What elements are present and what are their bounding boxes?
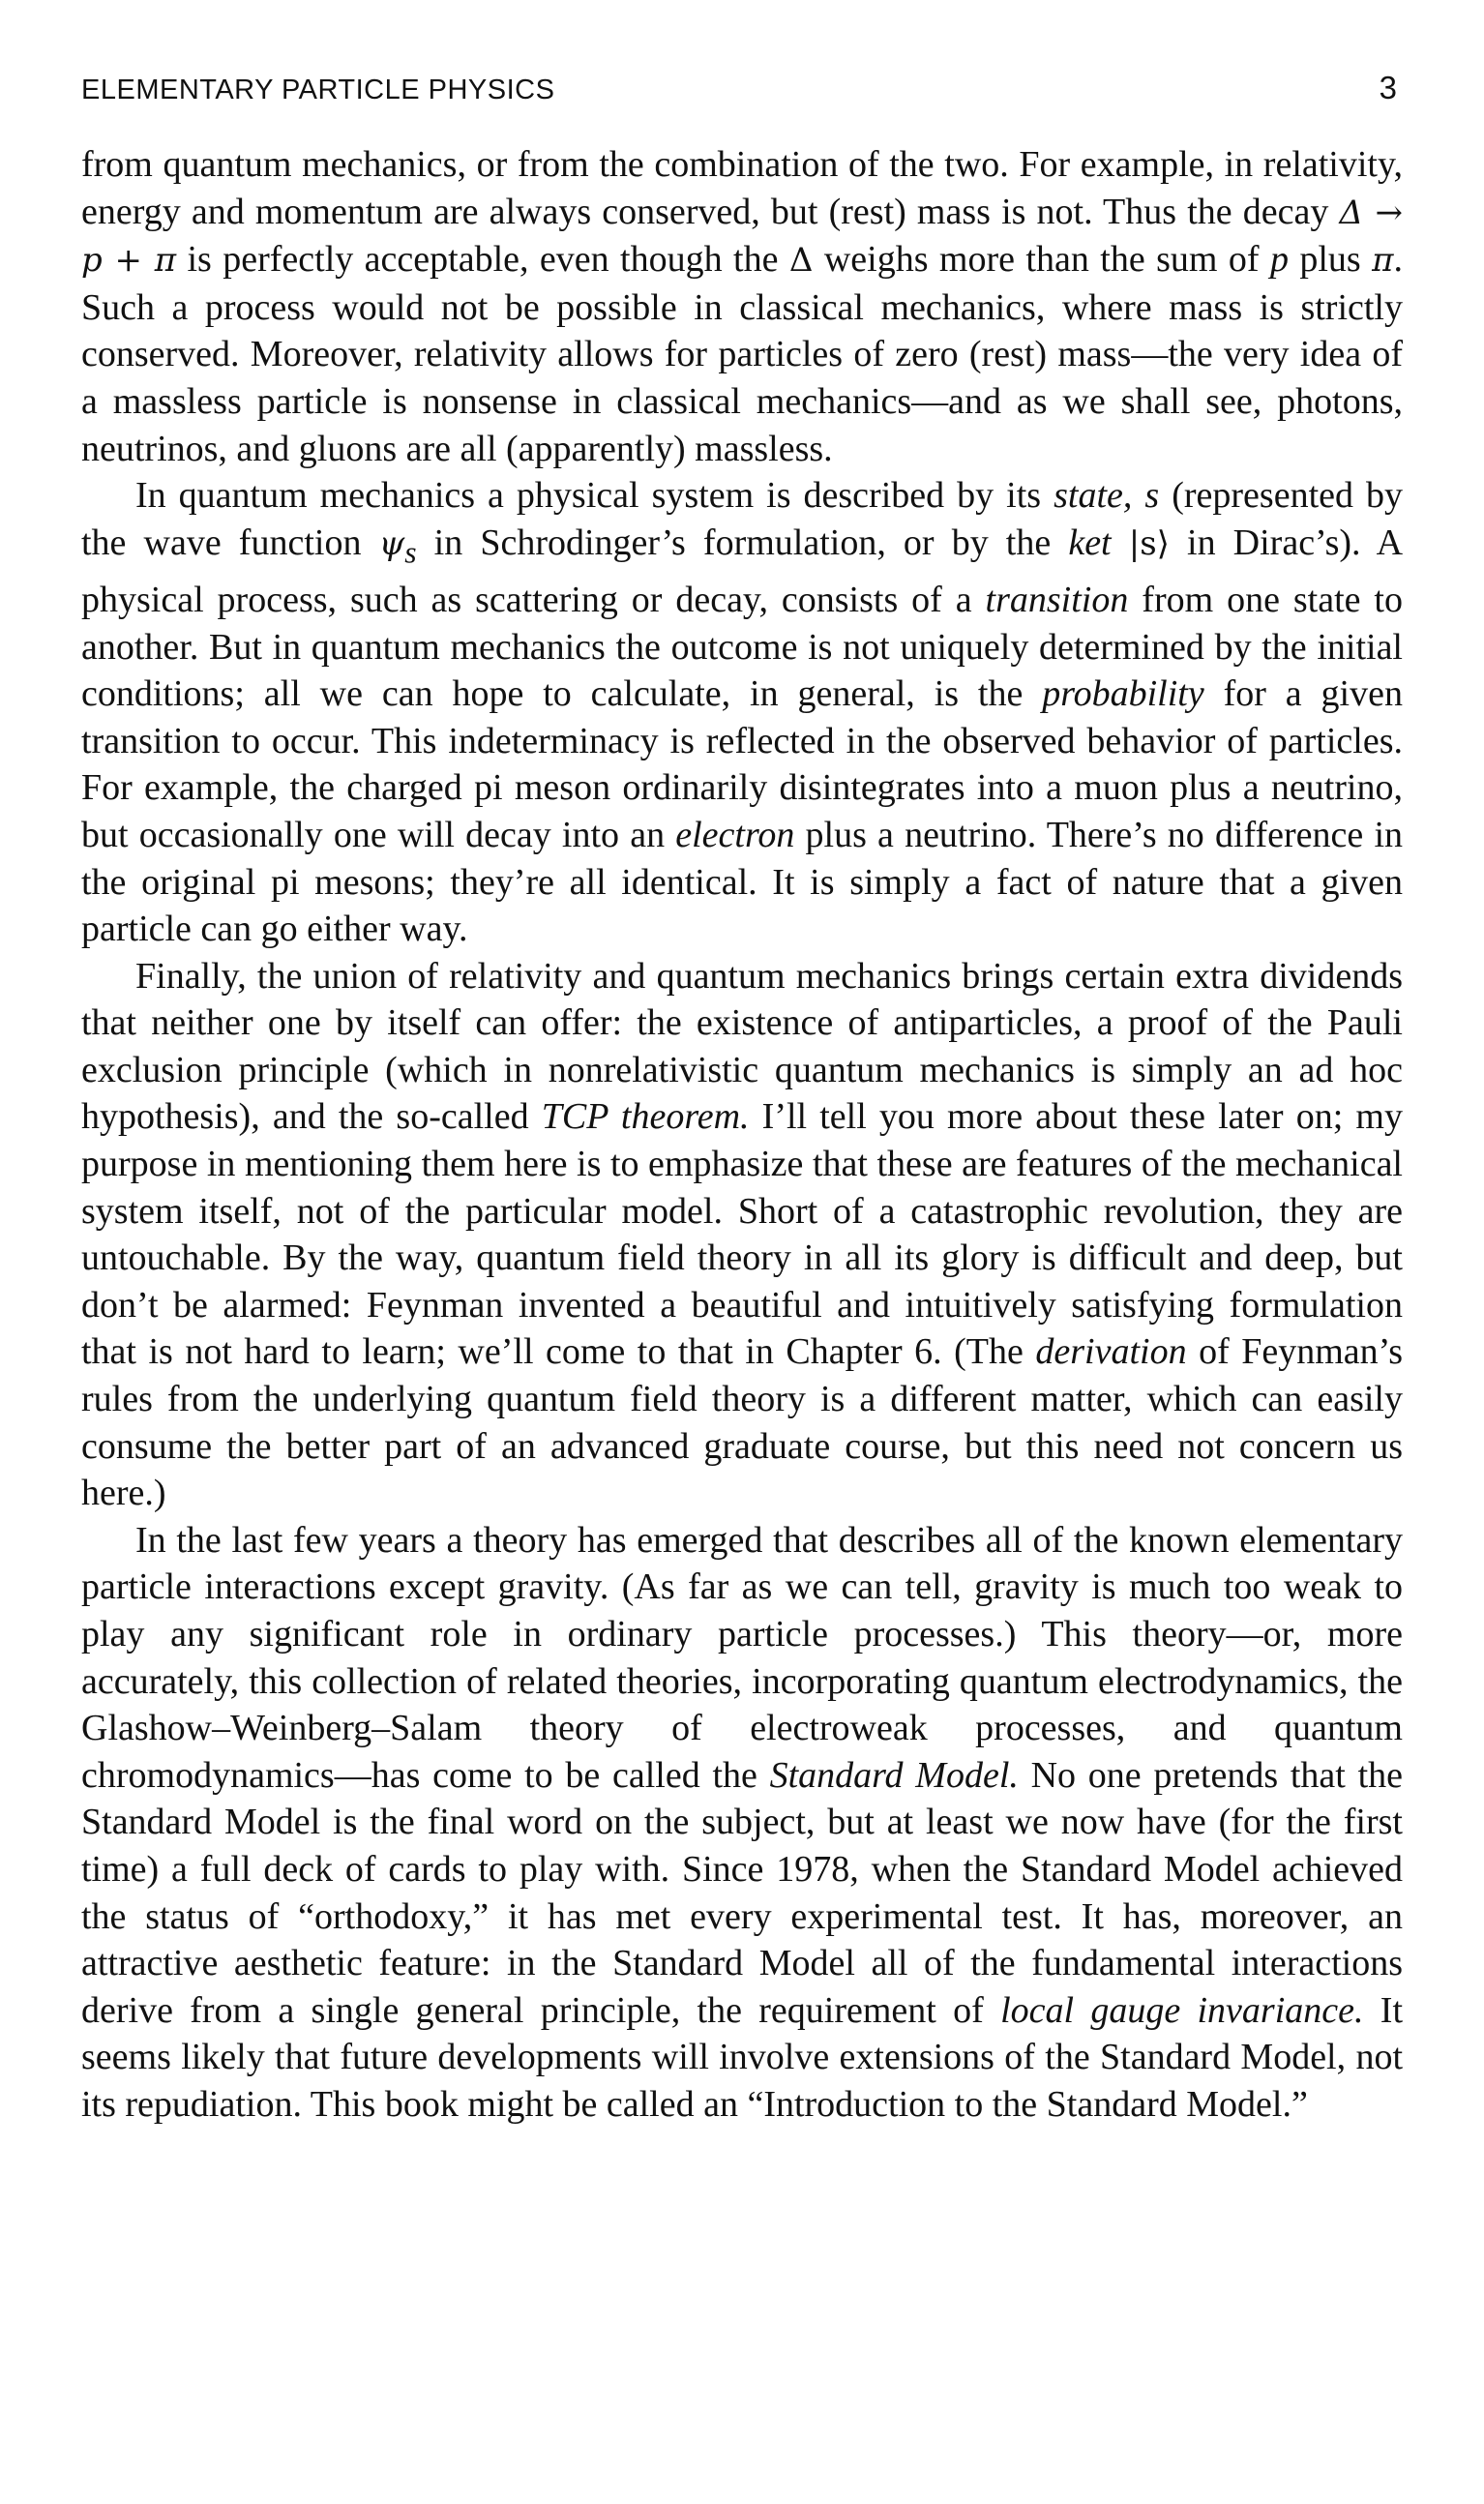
paragraph-4: In the last few years a theory has emerged that describes all of the known elementary particle interactions except gravity. (As far as we can tell, gravity is much too weak to play any significant role in ordinary particle processes.) This theory—or, more accurately, this collection of related theories, incorporating quantum electrodynamics, the Glashow–Weinberg–Salam theory of electroweak processes, and quantum chromodynamics—has come to be called the Standard Model. No one pretends that the Standard Model is the final word on the subject, but at least we now have (for the first time) a full deck of cards to play with. Since 1978, when the Standard Model achieved the status of “orthodoxy,” it has met every experimental test. It has, moreover, an attractive aesthetic feature: in the Standard Model all of the fundamental interactions derive from a single general principle, the requirement of local gauge invariance. It seems likely that future developments will involve extensions of the Standard Model, not its repudiation. This book might be called an “Introduction to the Standard Model.”	[81, 1519, 1403, 2125]
body-text	[81, 141, 1403, 2129]
state-symbol: s	[1144, 475, 1160, 517]
decay-formula: Δ → p + π	[81, 193, 1403, 281]
proton-symbol: p	[1269, 239, 1289, 281]
probability-term: probability	[1042, 673, 1204, 715]
psi-symbol: ψ	[378, 523, 405, 563]
transition-term: transition	[985, 579, 1129, 620]
gauge-invariance-term: local gauge invariance.	[1000, 1989, 1364, 2031]
derivation-term: derivation	[1035, 1331, 1187, 1373]
page-number: 3	[1379, 70, 1397, 105]
pion-symbol: π	[1372, 241, 1394, 281]
ket-symbol: |s⟩	[1128, 523, 1170, 563]
psi-subscript: s	[404, 535, 417, 570]
paragraph-2: In quantum mechanics a physical system is described by its state, s (represented by the wave function $\psi_s$ in Schrodinger’s formulation, or by the ket |s⟩ in Dirac’s). A physical process, such as scattering or decay, consists of a transition from one state to another. But in quantum mechanics the outcome is not uniquely determined by the initial conditions; all we can hope to calculate, in general, is the probability for a given transition to occur. This indeterminacy is reflected in the observed behavior of particles. For example, the charged pi meson ordinarily disintegrates into a muon plus a neutrino, but occasionally one will decay into an electron plus a neutrino. There’s no difference in the original pi mesons; they’re all identical. It is simply a fact of nature that a given particle can go either way.	[81, 475, 1404, 950]
book-page	[81, 70, 1403, 2129]
chapter-title: ELEMENTARY PARTICLE PHYSICS	[81, 75, 555, 105]
tcp-theorem-term: TCP theorem.	[541, 1096, 750, 1138]
running-head	[81, 70, 1403, 128]
paragraph-3: Finally, the union of relativity and quantum mechanics brings certain extra dividends that neither one by itself can offer: the existence of antiparticles, a proof of the Pauli exclusion principle (which in nonrelativistic quantum mechanics is simply an ad hoc hypothesis), and the so-called TCP theorem. I’ll tell you more about these later on; my purpose in mentioning them here is to emphasize that these are features of the mechanical system itself, not of the particular model. Short of a catastrophic revolution, they are untouchable. By the way, quantum field theory in all its glory is difficult and deep, but don’t be alarmed: Feynman invented a beautiful and intuitively satisfying formulation that is not hard to learn; we’ll come to that in Chapter 6. (The derivation of Feynman’s rules from the underlying quantum field theory is a different matter, which can easily consume the better part of an advanced graduate course, but this need not concern us here.)	[81, 955, 1403, 1514]
standard-model-term: Standard Model.	[769, 1754, 1019, 1796]
delta-symbol: Δ	[788, 241, 814, 281]
paragraph-1: from quantum mechanics, or from the combination of the two. For example, in relativity, energy and momentum are always conserved, but (rest) mass is not. Thus the decay Δ → p + π is perfectly acceptable, even though the Δ weighs more than the sum of p plus π. Such a process would not be possible in classical mechanics, where mass is strictly conserved. Moreover, relativity allows for particles of zero (rest) mass—the very idea of a massless particle is nonsense in classical mechanics—and as we shall see, photons, neutrinos, and gluons are all (apparently) massless.	[81, 144, 1403, 469]
ket-term: ket	[1068, 522, 1112, 563]
electron-term: electron	[675, 814, 795, 855]
state-term: state,	[1054, 475, 1133, 517]
